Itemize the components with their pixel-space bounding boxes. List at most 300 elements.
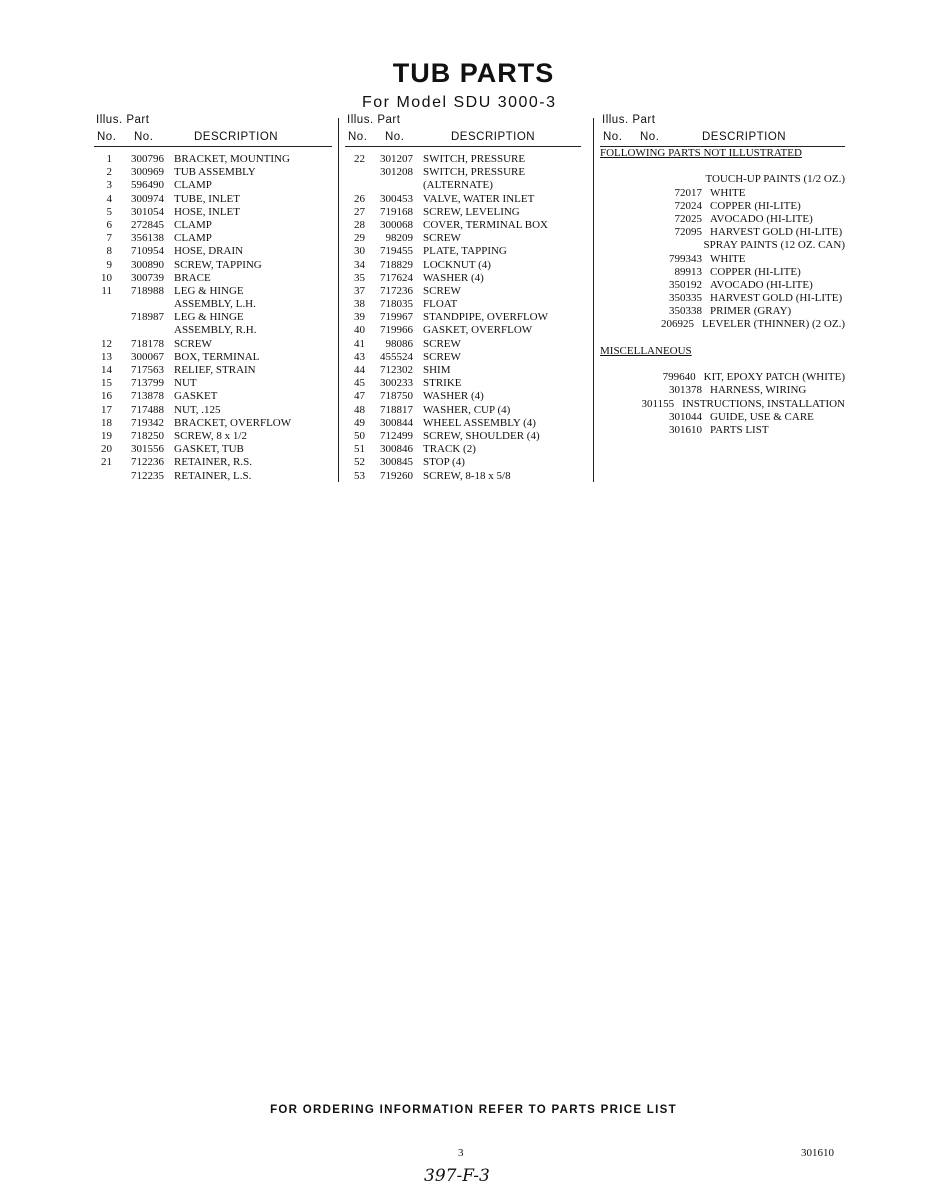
table-row (94, 285, 332, 298)
header-description: DESCRIPTION (451, 131, 536, 143)
illus-number (600, 318, 617, 331)
part-number: 301610 (669, 423, 702, 436)
part-number: 719455 (380, 245, 413, 258)
parts-column-3 (600, 112, 845, 437)
part-description: SCREW (174, 337, 212, 350)
part-description: WASHER (4) (423, 271, 484, 284)
illus-number: 20 (101, 443, 112, 456)
illus-number (600, 411, 618, 424)
part-number: 717563 (131, 364, 164, 376)
part-description: PLATE, TAPPING (423, 245, 507, 258)
part-description: HOSE, DRAIN (174, 245, 244, 258)
table-row (345, 179, 581, 192)
illus-number: 43 (354, 350, 365, 363)
illus-number (600, 398, 613, 411)
part-description: SCREW, LEVELING (423, 205, 520, 218)
part-number: 272845 (131, 218, 164, 231)
part-number: 719342 (131, 416, 164, 429)
part-description: LEG & HINGE (174, 284, 244, 297)
part-description: SCREW, 8-18 x 5/8 (423, 469, 511, 482)
illus-number: 4 (106, 192, 112, 205)
illus-number: 44 (354, 364, 365, 376)
part-number: 72095 (674, 226, 702, 239)
part-description: RETAINER, R.S. (174, 456, 252, 469)
table-row (345, 470, 581, 483)
illus-number: 50 (354, 429, 365, 442)
table-row (600, 226, 845, 239)
header-part-no: No. (640, 131, 660, 143)
table-row (345, 193, 581, 206)
part-number: 98086 (385, 337, 413, 350)
part-description: SCREW (423, 284, 461, 297)
part-description: BRACKET, OVERFLOW (174, 416, 292, 429)
illus-number: 28 (354, 218, 365, 231)
header-illus-part: Illus. Part (96, 114, 150, 126)
table-row (94, 404, 332, 417)
column-divider (338, 118, 339, 482)
part-description: GASKET, OVERFLOW (423, 324, 533, 337)
part-description: ASSEMBLY, R.H. (174, 324, 257, 337)
part-number: 301207 (380, 153, 413, 165)
illus-number: 12 (101, 337, 112, 350)
part-description: COVER, TERMINAL BOX (423, 218, 548, 231)
header-illus-no: No. (97, 131, 117, 143)
part-description: WHITE (710, 252, 746, 265)
illus-number: 48 (354, 403, 365, 416)
illus-number: 14 (101, 364, 112, 376)
part-description: TRACK (2) (423, 443, 476, 456)
illus-number (600, 173, 617, 186)
part-number: 300846 (380, 443, 413, 456)
part-number: 206925 (661, 318, 695, 331)
table-row (345, 404, 581, 417)
table-row (600, 424, 845, 437)
part-number: 301208 (380, 166, 413, 179)
part-number: 356138 (131, 232, 164, 245)
table-row (345, 166, 581, 179)
part-number (112, 324, 174, 337)
table-row (94, 245, 332, 258)
illus-number: 53 (354, 469, 365, 482)
part-number: 300890 (131, 258, 164, 271)
column-divider (593, 118, 594, 482)
table-row (600, 305, 845, 318)
illus-number: 52 (354, 456, 365, 469)
part-number: 300845 (380, 456, 413, 469)
parts-list (600, 147, 845, 437)
part-description: FLOAT (423, 298, 458, 311)
illus-number: 47 (354, 390, 365, 403)
table-row (94, 259, 332, 272)
part-description: ASSEMBLY, L.H. (174, 298, 256, 311)
table-row (600, 292, 845, 305)
table-row (94, 272, 332, 285)
header-illus-part: Illus. Part (347, 114, 401, 126)
part-description: STRIKE (423, 377, 462, 390)
part-number: 718829 (380, 258, 413, 271)
part-description: NUT, .125 (174, 403, 221, 416)
table-row (345, 272, 581, 285)
part-description: RETAINER, L.S. (174, 469, 252, 482)
illus-number: 6 (106, 218, 112, 231)
part-description: CLAMP (174, 232, 212, 245)
header-description: DESCRIPTION (194, 131, 279, 143)
part-description: SCREW, TAPPING (174, 258, 262, 271)
table-row (345, 456, 581, 469)
part-number: 350192 (669, 278, 702, 291)
table-row (600, 411, 845, 424)
part-description: PARTS LIST (710, 423, 769, 436)
illus-number (600, 279, 618, 292)
part-description: PRIMER (GRAY) (710, 305, 792, 318)
illus-number (600, 424, 618, 437)
illus-number: 18 (101, 416, 112, 429)
table-row (94, 311, 332, 324)
part-description: COPPER (HI-LITE) (710, 199, 801, 212)
header-illus-no: No. (348, 131, 368, 143)
part-description: GASKET, TUB (174, 443, 244, 456)
illus-number: 19 (101, 429, 112, 442)
part-description: TUBE, INLET (174, 192, 240, 205)
table-row (345, 206, 581, 219)
illus-number: 38 (354, 298, 365, 311)
table-row (345, 219, 581, 232)
table-row (600, 384, 845, 397)
illus-number: 21 (101, 456, 112, 469)
illus-number: 17 (101, 403, 112, 416)
part-number: 301556 (131, 443, 164, 456)
part-description: LOCKNUT (4) (423, 258, 491, 271)
table-row (94, 430, 332, 443)
part-number (617, 239, 704, 252)
part-number (365, 179, 423, 192)
part-number: 301378 (669, 384, 702, 397)
table-row (94, 351, 332, 364)
part-description: LEG & HINGE (174, 311, 244, 324)
part-number: 72024 (674, 199, 702, 212)
illus-number: 22 (354, 153, 365, 165)
table-row (345, 338, 581, 351)
part-description: (ALTERNATE) (423, 179, 493, 192)
not-illustrated-group (600, 173, 845, 331)
illus-number: 3 (106, 179, 112, 192)
table-row (345, 285, 581, 298)
illus-number: 39 (354, 311, 365, 324)
header-illus-part: Illus. Part (602, 114, 656, 126)
part-number: 300067 (131, 350, 164, 363)
table-row (94, 166, 332, 179)
table-row (94, 443, 332, 456)
table-row (600, 213, 845, 226)
part-number (112, 298, 174, 311)
section-heading-not-illustrated: FOLLOWING PARTS NOT ILLUSTRATED (600, 147, 802, 159)
header-illus-no: No. (603, 131, 623, 143)
part-number: 301054 (131, 205, 164, 218)
table-row (600, 253, 845, 266)
part-description: GASKET (174, 390, 218, 403)
illus-number: 34 (354, 258, 365, 271)
part-description: VALVE, WATER INLET (423, 192, 535, 205)
table-row (600, 173, 845, 186)
part-description: WHEEL ASSEMBLY (4) (423, 416, 536, 429)
document-code: 301610 (801, 1147, 834, 1159)
part-number: 718035 (380, 298, 413, 311)
part-number: 712236 (131, 456, 164, 469)
part-number: 300844 (380, 416, 413, 429)
part-number: 89913 (674, 265, 702, 278)
part-number: 301044 (669, 410, 702, 423)
illus-number: 7 (106, 232, 112, 245)
part-description: RELIEF, STRAIN (174, 364, 256, 376)
table-row (600, 187, 845, 200)
parts-list (94, 153, 332, 483)
part-description: SWITCH, PRESSURE (423, 166, 526, 179)
illus-number (94, 470, 112, 483)
table-row (94, 298, 332, 311)
illus-number: 10 (101, 271, 112, 284)
table-row (345, 377, 581, 390)
part-description: NUT (174, 377, 197, 390)
illus-number: 2 (106, 166, 112, 179)
part-number: 712302 (380, 364, 413, 376)
part-description: GUIDE, USE & CARE (710, 410, 814, 423)
part-description: SCREW, 8 x 1/2 (174, 429, 247, 442)
illus-number: 5 (106, 205, 112, 218)
part-number: 713799 (131, 377, 164, 390)
part-description: HOSE, INLET (174, 205, 240, 218)
part-number: 710954 (131, 245, 164, 258)
page-title: TUB PARTS (392, 58, 555, 88)
part-description: SWITCH, PRESSURE (423, 153, 526, 165)
part-description: SCREW (423, 337, 461, 350)
part-description: HARVEST GOLD (HI-LITE) (710, 292, 843, 305)
table-row (94, 219, 332, 232)
part-description: CLAMP (174, 179, 212, 192)
part-description: BRACKET, MOUNTING (174, 153, 290, 165)
part-description: WASHER, CUP (4) (423, 403, 511, 416)
part-number: 717488 (131, 403, 164, 416)
part-number: 350338 (669, 305, 702, 318)
part-description: SCREW, SHOULDER (4) (423, 429, 540, 442)
illus-number: 41 (354, 337, 365, 350)
column-header (345, 112, 581, 147)
table-row (94, 390, 332, 403)
part-number: 799343 (669, 252, 702, 265)
parts-column-1 (94, 112, 332, 483)
table-row (600, 398, 845, 411)
part-number: 300796 (131, 153, 164, 165)
table-row (94, 456, 332, 469)
handwritten-note: 397-F-3 (424, 1166, 490, 1186)
part-description: SCREW (423, 232, 461, 245)
illus-number: 37 (354, 284, 365, 297)
part-number: 718987 (131, 311, 164, 324)
table-row (94, 470, 332, 483)
illus-number: 51 (354, 443, 365, 456)
header-part-no: No. (134, 131, 154, 143)
table-row (94, 417, 332, 430)
part-number: 98209 (385, 232, 413, 245)
illus-number: 13 (101, 350, 112, 363)
illus-number (94, 311, 112, 324)
table-row (345, 259, 581, 272)
table-row (345, 417, 581, 430)
table-row (600, 279, 845, 292)
illus-number (600, 384, 618, 397)
column-header (600, 112, 845, 147)
table-row (345, 443, 581, 456)
part-number: 718988 (131, 284, 164, 297)
illus-number: 35 (354, 271, 365, 284)
part-description: HARVEST GOLD (HI-LITE) (710, 226, 843, 239)
table-row (94, 206, 332, 219)
table-row (345, 351, 581, 364)
header-part-no: No. (385, 131, 405, 143)
illus-number (600, 200, 618, 213)
part-number: 300453 (380, 192, 413, 205)
illus-number (345, 179, 365, 192)
table-row (94, 338, 332, 351)
column-header (94, 112, 332, 147)
part-description: WHITE (710, 186, 746, 199)
part-description: LEVELER (THINNER) (2 OZ.) (702, 318, 845, 331)
illus-number: 15 (101, 377, 112, 390)
ordering-information-footer: FOR ORDERING INFORMATION REFER TO PARTS PRICE LIST (270, 1104, 677, 1116)
illus-number (600, 253, 618, 266)
part-number: 300233 (380, 377, 413, 390)
part-number: 712235 (131, 469, 164, 482)
illus-number (600, 266, 618, 279)
part-description: TUB ASSEMBLY (174, 166, 256, 179)
illus-number: 26 (354, 192, 365, 205)
page-number: 3 (458, 1147, 464, 1159)
illus-number (600, 292, 618, 305)
part-number: 718817 (380, 403, 413, 416)
table-row (345, 298, 581, 311)
header-description: DESCRIPTION (702, 131, 787, 143)
part-number: 350335 (669, 292, 702, 305)
part-number: 300969 (131, 166, 164, 179)
part-number: 301155 (641, 397, 675, 410)
illus-number (600, 239, 617, 252)
part-description: BRACE (174, 271, 211, 284)
table-row (600, 318, 845, 331)
miscellaneous-group (600, 371, 845, 437)
table-row (600, 200, 845, 213)
illus-number (94, 324, 112, 337)
table-row (600, 266, 845, 279)
illus-number: 11 (101, 284, 112, 297)
illus-number: 1 (106, 153, 112, 165)
part-number: 718250 (131, 429, 164, 442)
model-subtitle: For Model SDU 3000-3 (362, 94, 557, 111)
illus-number (600, 305, 618, 318)
part-description: BOX, TERMINAL (174, 350, 260, 363)
part-number: 72025 (674, 212, 702, 225)
part-description: STANDPIPE, OVERFLOW (423, 311, 549, 324)
table-row (94, 193, 332, 206)
part-number: 718178 (131, 337, 164, 350)
table-row (94, 179, 332, 192)
part-number: 713878 (131, 390, 164, 403)
part-number: 712499 (380, 429, 413, 442)
illus-number: 27 (354, 205, 365, 218)
parts-column-2 (345, 112, 581, 483)
illus-number (600, 226, 618, 239)
table-row (345, 232, 581, 245)
section-heading-miscellaneous: MISCELLANEOUS (600, 344, 692, 357)
part-description: WASHER (4) (423, 390, 484, 403)
illus-number: 45 (354, 377, 365, 390)
part-description: SHIM (423, 364, 451, 376)
part-number: 596490 (131, 179, 164, 192)
illus-number (345, 166, 365, 179)
illus-number: 16 (101, 390, 112, 403)
part-description: CLAMP (174, 218, 212, 231)
part-description: TOUCH-UP PAINTS (1/2 OZ.) (705, 173, 845, 186)
part-number: 719260 (380, 469, 413, 482)
table-row (345, 311, 581, 324)
table-row (94, 364, 332, 377)
part-number: 719966 (380, 324, 413, 337)
part-number: 717236 (380, 284, 413, 297)
part-description: AVOCADO (HI-LITE) (710, 212, 813, 225)
part-number: 455524 (380, 350, 413, 363)
illus-number (600, 187, 618, 200)
table-row (345, 430, 581, 443)
part-description: SPRAY PAINTS (12 OZ. CAN) (703, 239, 845, 252)
part-description: COPPER (HI-LITE) (710, 265, 801, 278)
illus-number (94, 298, 112, 311)
part-description: HARNESS, WIRING (710, 384, 807, 397)
table-row (345, 245, 581, 258)
part-number: 300974 (131, 192, 164, 205)
part-number: 718750 (380, 390, 413, 403)
parts-list (345, 153, 581, 483)
table-row (345, 390, 581, 403)
part-number: 719967 (380, 311, 413, 324)
table-row (345, 324, 581, 337)
table-row (94, 324, 332, 337)
part-number: 300739 (131, 271, 164, 284)
illus-number: 49 (354, 416, 365, 429)
table-row (345, 364, 581, 377)
illus-number: 9 (106, 258, 112, 271)
table-row (94, 153, 332, 166)
part-number: 717624 (380, 271, 413, 284)
table-row (94, 377, 332, 390)
part-description: SCREW (423, 350, 461, 363)
table-row (94, 232, 332, 245)
part-description: AVOCADO (HI-LITE) (710, 278, 813, 291)
part-number: 799640 (662, 371, 696, 384)
illus-number: 40 (354, 324, 365, 337)
illus-number (600, 371, 617, 384)
illus-number (600, 213, 618, 226)
part-number: 72017 (674, 186, 702, 199)
part-description: KIT, EPOXY PATCH (WHITE) (703, 371, 845, 384)
table-row (600, 239, 845, 252)
table-row (600, 371, 845, 384)
table-row (345, 153, 581, 166)
illus-number: 29 (354, 232, 365, 245)
part-description: INSTRUCTIONS, INSTALLATION (682, 397, 845, 410)
part-number: 719168 (380, 205, 413, 218)
part-number: 300068 (380, 218, 413, 231)
illus-number: 30 (354, 245, 365, 258)
part-description: STOP (4) (423, 456, 465, 469)
part-number (617, 173, 705, 186)
